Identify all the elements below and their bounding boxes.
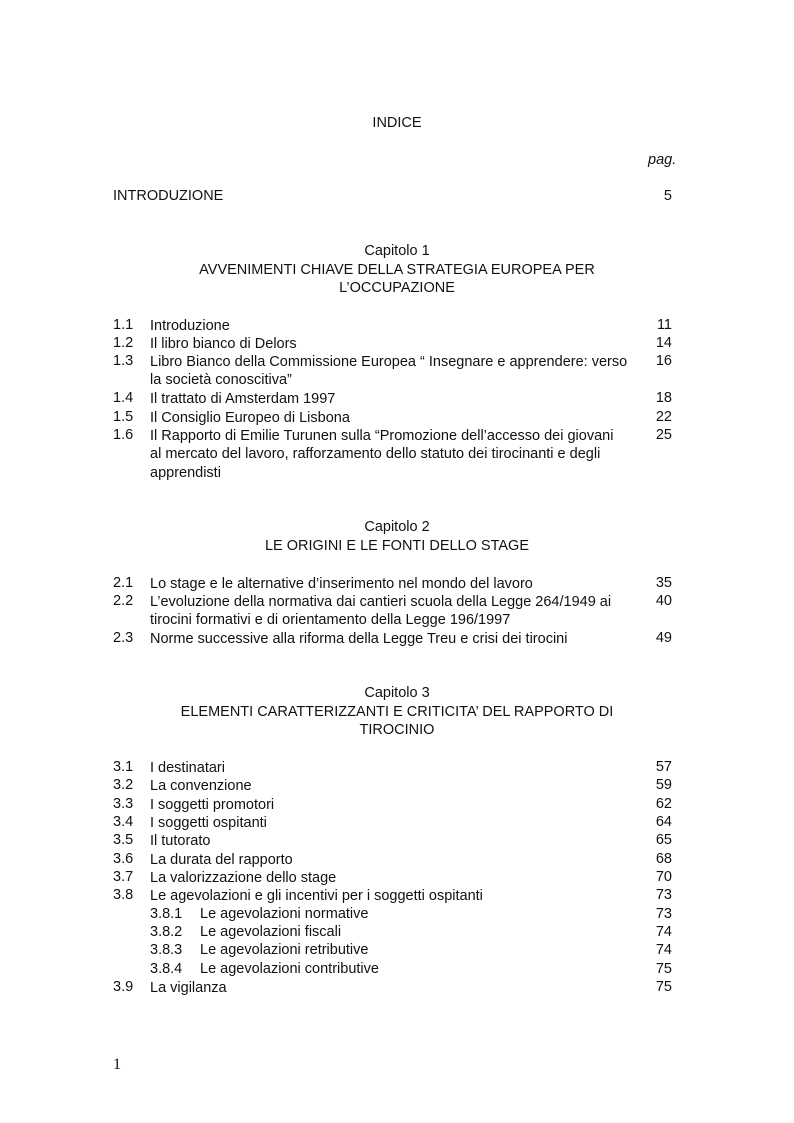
toc-entry-title: Il tutorato: [150, 833, 211, 849]
toc-entry-number: 3.3: [113, 796, 134, 812]
toc-entry-number: 2.3: [113, 630, 134, 646]
chapter-3-heading: Capitolo 3: [364, 685, 430, 701]
toc-entry-title: La vigilanza: [150, 980, 227, 996]
chapter-1-title-cont: L’OCCUPAZIONE: [339, 280, 455, 296]
toc-entry-title: Norme successive alla riforma della Legge Treu e crisi dei tirocini: [150, 631, 568, 647]
toc-entry-page: 59: [655, 777, 672, 793]
toc-entry-title: Libro Bianco della Commissione Europea “ Insegnare e apprendere: verso la società conoscitiva”: [150, 354, 628, 389]
toc-entry-title: Il Rapporto di Emilie Turunen sulla “Promozione dell’accesso dei giovani al mercato del lavoro, rafforzamento dello statuto dei tirocinanti e degli apprendisti: [150, 428, 614, 481]
toc-entry-page: 75: [655, 979, 672, 995]
toc-entry-number: 3.7: [113, 869, 134, 885]
toc-entry-number: 1.1: [113, 317, 134, 333]
toc-entry-number: 1.4: [113, 390, 134, 406]
toc-entry-page: 75: [655, 961, 672, 977]
toc-entry-page: 74: [655, 942, 672, 958]
toc-entry-title: Il trattato di Amsterdam 1997: [150, 391, 336, 407]
toc-entry-number: 3.9: [113, 979, 134, 995]
toc-entry-number: 3.5: [113, 832, 134, 848]
chapter-3-title: ELEMENTI CARATTERIZZANTI E CRITICITA’ DEL RAPPORTO DI: [180, 704, 614, 720]
toc-entry-page: 57: [655, 759, 672, 775]
chapter-3-title-cont: TIROCINIO: [359, 722, 435, 738]
toc-entry-page: 11: [656, 317, 672, 333]
toc-entry-number: 3.6: [113, 851, 134, 867]
toc-entry-title: Le agevolazioni e gli incentivi per i soggetti ospitanti: [150, 888, 483, 904]
toc-entry-number: 3.2: [113, 777, 134, 793]
toc-entry-page: 35: [655, 575, 672, 591]
toc-entry-number: 2.1: [113, 575, 134, 591]
toc-entry-page: 68: [655, 851, 672, 867]
toc-entry-title: Lo stage e le alternative d’inserimento nel mondo del lavoro: [150, 576, 533, 592]
toc-entry-page: 64: [655, 814, 672, 830]
toc-subentry-title: Le agevolazioni contributive: [200, 961, 379, 977]
pag-label: pag.: [648, 152, 677, 168]
toc-entry-title: Il libro bianco di Delors: [150, 336, 297, 352]
toc-entry-title: La valorizzazione dello stage: [150, 870, 337, 886]
toc-entry-title: I destinatari: [150, 760, 225, 776]
toc-entry-title: Il Consiglio Europeo di Lisbona: [150, 410, 350, 426]
toc-subentry-title: Le agevolazioni fiscali: [200, 924, 342, 940]
toc-entry-page: 70: [655, 869, 672, 885]
toc-entry-page: 73: [655, 887, 672, 903]
toc-entry-title: I soggetti promotori: [150, 797, 275, 813]
toc-entry-page: 65: [655, 832, 672, 848]
toc-entry-page: 49: [655, 630, 672, 646]
toc-entry-number: 3.8: [113, 887, 134, 903]
toc-entry-number: 1.3: [113, 353, 134, 369]
toc-entry-title: Introduzione: [150, 318, 230, 334]
toc-subentry-number: 3.8.1: [150, 906, 183, 922]
chapter-1-title: AVVENIMENTI CHIAVE DELLA STRATEGIA EUROPEA PER: [199, 262, 595, 278]
chapter-2-title: LE ORIGINI E LE FONTI DELLO STAGE: [264, 538, 530, 554]
chapter-2-heading: Capitolo 2: [364, 519, 430, 535]
toc-entry-title: L’evoluzione della normativa dai cantieri scuola della Legge 264/1949 ai tirocini formativi e di orientamento della Legge 196/1997: [150, 594, 612, 629]
toc-entry-number: 3.1: [113, 759, 134, 775]
toc-entry-page: 62: [655, 796, 672, 812]
intro-page: 5: [663, 188, 672, 204]
chapter-1-heading: Capitolo 1: [364, 243, 430, 259]
toc-entry-page: 74: [655, 924, 672, 940]
toc-entry-page: 40: [655, 593, 672, 609]
toc-entry-number: 3.4: [113, 814, 134, 830]
toc-entry-page: 73: [655, 906, 672, 922]
toc-subentry-number: 3.8.3: [150, 942, 183, 958]
toc-entry-page: 25: [655, 427, 672, 443]
toc-entry-title: I soggetti ospitanti: [150, 815, 267, 831]
toc-entry-page: 22: [655, 409, 672, 425]
toc-entry-title: La durata del rapporto: [150, 852, 293, 868]
toc-subentry-number: 3.8.4: [150, 961, 183, 977]
toc-entry-page: 16: [655, 353, 672, 369]
toc-entry-number: 2.2: [113, 593, 134, 609]
toc-subentry-title: Le agevolazioni normative: [200, 906, 369, 922]
page-number: 1: [113, 1056, 121, 1073]
intro-label: INTRODUZIONE: [113, 188, 224, 204]
toc-entry-title: La convenzione: [150, 778, 252, 794]
toc-subentry-number: 3.8.2: [150, 924, 183, 940]
toc-entry-page: 18: [655, 390, 672, 406]
toc-entry-number: 1.6: [113, 427, 134, 443]
toc-entry-number: 1.2: [113, 335, 134, 351]
toc-subentry-title: Le agevolazioni retributive: [200, 942, 369, 958]
toc-entry-page: 14: [655, 335, 672, 351]
toc-entry-number: 1.5: [113, 409, 134, 425]
index-title: INDICE: [372, 115, 422, 131]
